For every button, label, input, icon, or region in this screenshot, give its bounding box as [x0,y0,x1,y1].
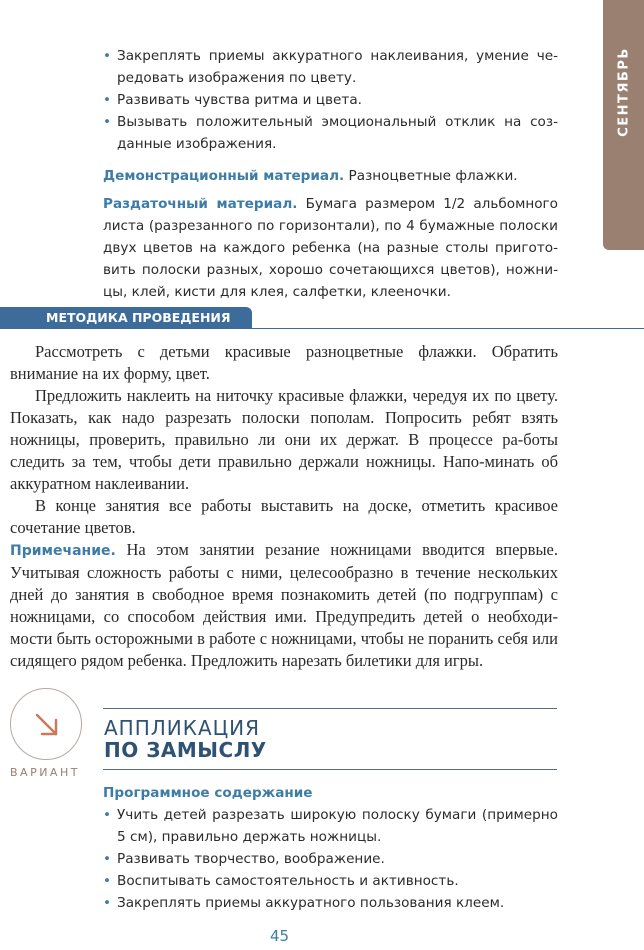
program-block [103,782,558,914]
page-number: 45 [270,927,290,945]
title-rule-top [103,708,557,709]
bullet-icon: • [103,895,112,911]
goals-block [103,45,558,303]
handout-material-label: Раздаточный материал. [103,196,298,212]
demo-material [103,165,558,187]
month-tab [603,0,644,250]
activity-title-line1: АППЛИКАЦИЯ [104,716,261,740]
method-paragraph: Рассмотреть с детьми красивые разноцветные флажки. Обратить внимание на их форму, цвет. [10,342,558,383]
list-item: • Воспитывать самостоятельность и активность. [103,870,558,892]
list-item: • Закреплять приемы аккуратного пользования клеем. [103,892,558,914]
method-paragraph: Предложить наклеить на ниточку красивые флажки, чередуя их по цвету. Показать, как надо разрезать полоски пополам. Попросить ребят взять ножницы, проверить, правильно ли они их держат. В процессе ра-боты следить за тем, чтобы дети правильно держали ножницы. Напо-минать об аккуратном наклеивании. [10,386,558,493]
list-item: • Вызывать положительный эмоциональный отклик на соз-данные изображения. [103,111,558,155]
list-item: • Развивать чувства ритма и цвета. [103,89,558,111]
method-text [10,341,558,672]
section-header [0,307,252,329]
handout-material-text: Бумага размером 1/2 альбомного листа (разрезанного по горизонтали), по 4 бумажные полоски двух цветов на каждого ребенка (на разные столы пригото-вить полоски разных, хорошо сочетающихся цветов), ножни-цы, клей, кисти для клея, салфетки, клееночки. [103,196,558,300]
section-rule [252,328,644,329]
list-item: • Закреплять приемы аккуратного наклеивания, умение че-редовать изображения по цвету. [103,45,558,89]
section-header-label: МЕТОДИКА ПРОВЕДЕНИЯ [46,310,231,325]
variant-label: ВАРИАНТ [10,766,80,779]
note-label: Примечание. [10,543,116,559]
method-paragraph: В конце занятия все работы выставить на доске, отметить красивое сочетание цветов. [10,496,558,537]
demo-material-label: Демонстрационный материал. [103,168,345,184]
demo-material-text: Разноцветные флажки. [344,168,518,184]
list-item: • Развивать творчество, воображение. [103,848,558,870]
bullet-icon: • [103,92,112,108]
bullet-icon: • [103,851,112,867]
note-text: На этом занятии резание ножницами вводится впервые. Учитывая сложность работы с ними, целесообразно в течение нескольких дней до занятия в свободное время познакомить детей (по подгруппам) с ножницами, со способом действия ими. Предупредить детей о необходи-мости быть осторожными в работе с ножницами, чтобы не поранить себя или сидящего рядом ребенка. Предложить нарезать билетики для игры. [10,540,558,670]
arrow-down-right-icon [11,689,81,759]
variant-circle [10,688,82,760]
handout-material [103,193,558,303]
month-tab-label: СЕНТЯБРЬ [616,47,631,137]
list-item: • Учить детей разрезать широкую полоску бумаги (примерно 5 см), правильно держать ножницы. [103,804,558,848]
title-rule-bottom [103,769,557,770]
activity-title-line2: ПО ЗАМЫСЛУ [104,738,267,762]
program-heading: Программное содержание [103,785,313,801]
bullet-icon: • [103,873,112,889]
bullet-icon: • [103,48,112,64]
bullet-icon: • [103,114,112,130]
bullet-icon: • [103,807,112,823]
note-paragraph [10,539,558,672]
